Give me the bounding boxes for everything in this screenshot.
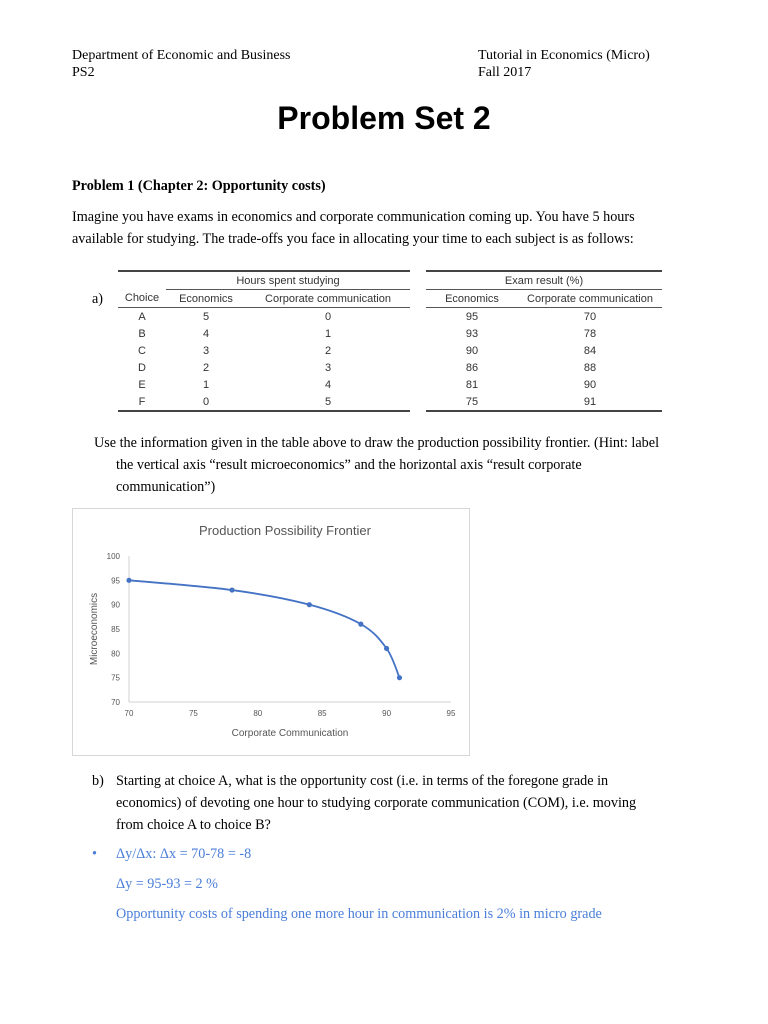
x-axis-label: Corporate Communication — [231, 728, 349, 739]
problem-set-code: PS2 — [72, 65, 95, 80]
answer-line-3: Opportunity costs of spending one more hour in communication is 2% in micro grade — [116, 906, 602, 922]
course-name: Tutorial in Economics (Micro) — [478, 48, 650, 63]
y-tick-label: 95 — [111, 576, 120, 586]
y-tick-label: 100 — [106, 552, 120, 561]
data-point — [384, 646, 389, 651]
table-row: 81 90 — [465, 378, 597, 391]
exam-table — [426, 270, 662, 412]
table-row: D 2 3 — [138, 361, 332, 374]
table-row: 90 84 — [465, 344, 597, 357]
y-axis-label: Microeconomics — [89, 592, 100, 666]
y-tick-label: 90 — [111, 600, 120, 610]
col-com-result: Corporate communication — [518, 290, 662, 308]
answer-bullet: • — [92, 846, 97, 862]
y-tick-label: 80 — [111, 649, 120, 659]
table-row: F 0 5 — [118, 393, 410, 411]
table-row: 93 78 — [465, 327, 597, 340]
answer-line-1: Δy/Δx: Δx = 70-78 = -8 — [116, 846, 252, 862]
col-economics-result: Economics — [426, 290, 518, 308]
data-point — [229, 587, 234, 592]
series-line — [129, 580, 399, 677]
part-b-line-1: Starting at choice A, what is the opportunity cost (i.e. in terms of the foregone grade in — [116, 773, 609, 789]
x-tick-label: 70 — [124, 709, 134, 718]
table-row: C 3 2 — [138, 344, 332, 357]
x-tick-label: 95 — [446, 709, 456, 718]
data-point — [307, 602, 312, 607]
x-tick-label: 90 — [382, 709, 392, 718]
part-b-label: b) — [92, 773, 104, 789]
col-com-hours: Corporate communication — [246, 290, 410, 308]
part-b-line-3: from choice A to choice B? — [116, 817, 271, 833]
col-economics-hours: Economics — [166, 290, 246, 308]
col-choice: Choice — [118, 290, 166, 308]
y-tick-label: 70 — [111, 698, 120, 707]
hours-table — [118, 270, 410, 412]
instruction-line-3: communication”) — [116, 479, 216, 495]
table-row: B 4 1 — [138, 327, 332, 340]
y-tick-label: 85 — [111, 625, 120, 634]
data-point — [397, 675, 402, 680]
table-row: 86 88 — [465, 361, 597, 374]
table-row: 95 70 — [465, 310, 597, 323]
table-row: 75 91 — [426, 393, 662, 411]
answer-line-2: Δy = 95-93 = 2 % — [116, 876, 218, 892]
x-tick-label: 80 — [253, 709, 263, 718]
page-title: Problem Set 2 — [277, 100, 491, 136]
x-tick-label: 75 — [188, 709, 198, 718]
ppf-chart-svg — [73, 509, 469, 755]
chart-title: Production Possibility Frontier — [199, 523, 371, 538]
ppf-chart — [72, 508, 470, 756]
part-a-label: a) — [92, 291, 104, 307]
y-tick-label: 75 — [111, 673, 120, 683]
department-name: Department of Economic and Business — [72, 48, 291, 63]
instruction-line-1: Use the information given in the table above to draw the production possibility frontier. (Hint: label — [94, 435, 660, 451]
exam-group-header: Exam result (%) — [426, 271, 662, 290]
term: Fall 2017 — [478, 65, 532, 80]
table-row: E 1 4 — [138, 378, 332, 391]
x-tick-label: 85 — [317, 709, 327, 718]
data-point — [126, 578, 131, 583]
problem-1-heading: Problem 1 (Chapter 2: Opportunity costs) — [72, 178, 326, 194]
intro-line-2: available for studying. The trade-offs you face in allocating your time to each subject is as follows: — [72, 231, 634, 247]
hours-group-header: Hours spent studying — [166, 271, 410, 290]
table-row: A 5 0 — [138, 310, 332, 323]
intro-line-1: Imagine you have exams in economics and corporate communication coming up. You have 5 hours — [72, 209, 635, 225]
instruction-line-2: the vertical axis “result microeconomics” and the horizontal axis “result corporate — [116, 457, 582, 473]
part-b-line-2: economics) of devoting one hour to studying corporate communication (COM), i.e. moving — [116, 795, 637, 811]
data-point — [358, 622, 363, 627]
